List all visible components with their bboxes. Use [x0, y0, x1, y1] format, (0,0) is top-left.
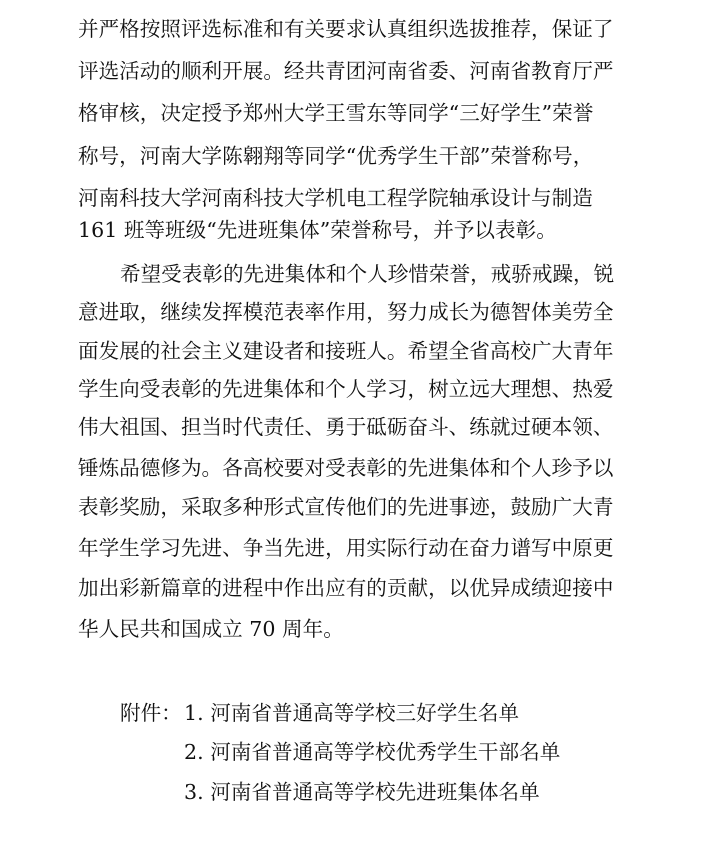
paragraph-line: 希望受表彰的先进集体和个人珍惜荣誉，戒骄戒躁，锐 [120, 262, 615, 286]
paragraph-line: 学生向受表彰的先进集体和个人学习，树立远大理想、热爱 [78, 377, 614, 401]
attachments-label: 附件： [120, 701, 182, 725]
paragraph-line: 表彰奖励，采取多种形式宣传他们的先进事迹，鼓励广大青 [78, 495, 614, 519]
paragraph-line: 加出彩新篇章的进程中作出应有的贡献，以优异成绩迎接中 [78, 576, 614, 600]
paragraph-line: 161 班等班级“先进班集体”荣誉称号，并予以表彰。 [78, 218, 557, 242]
paragraph-line: 锤炼品德修为。各高校要对受表彰的先进集体和个人珍予以 [78, 456, 614, 480]
paragraph-line: 年学生学习先进、争当先进，用实际行动在奋力谱写中原更 [78, 536, 614, 560]
paragraph-line: 华人民共和国成立 70 周年。 [78, 617, 344, 641]
paragraph-line: 意进取，继续发挥模范表率作用，努力成长为德智体美劳全 [78, 300, 614, 324]
attachment-item: 3. 河南省普通高等学校先进班集体名单 [184, 780, 540, 804]
paragraph-line: 并严格按照评选标准和有关要求认真组织选拔推荐，保证了 [78, 17, 614, 41]
paragraph-line: 河南科技大学河南科技大学机电工程学院轴承设计与制造 [78, 186, 593, 210]
paragraph-line: 评选活动的顺利开展。经共青团河南省委、河南省教育厅严 [78, 59, 614, 83]
paragraph-line: 面发展的社会主义建设者和接班人。希望全省高校广大青年 [78, 339, 614, 363]
paragraph-line: 伟大祖国、担当时代责任、勇于砥砺奋斗、练就过硬本领、 [78, 415, 614, 439]
paragraph-line: 格审核，决定授予郑州大学王雪东等同学“三好学生”荣誉 [78, 101, 594, 125]
paragraph-line: 称号，河南大学陈翱翔等同学“优秀学生干部”荣誉称号， [78, 144, 594, 168]
attachment-item: 2. 河南省普通高等学校优秀学生干部名单 [184, 740, 561, 764]
attachment-item: 1. 河南省普通高等学校三好学生名单 [184, 701, 520, 725]
